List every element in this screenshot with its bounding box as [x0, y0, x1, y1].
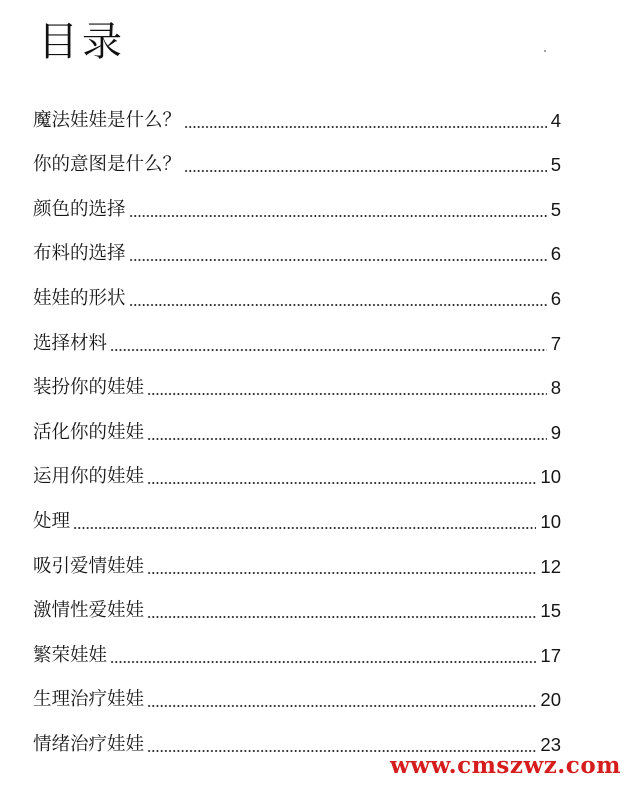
toc-entry[interactable]: [33, 272, 561, 317]
toc-entry[interactable]: [33, 362, 561, 407]
toc-entry-title: 生理治疗娃娃: [33, 689, 145, 711]
toc-entry-title: 颜色的选择: [33, 198, 126, 220]
toc-entry-page: 6: [550, 243, 561, 265]
toc-entry[interactable]: [33, 674, 561, 719]
dot-leader: [147, 572, 536, 574]
dot-leader: [110, 661, 536, 663]
toc-entry[interactable]: [33, 629, 561, 674]
toc-entry[interactable]: [33, 406, 561, 451]
dot-leader: [184, 170, 547, 172]
toc-entry[interactable]: [33, 451, 561, 496]
toc-entry-title: 吸引爱情娃娃: [33, 555, 145, 577]
toc-entry-page: 20: [540, 689, 561, 711]
dot-leader: [73, 527, 536, 529]
toc-entry-page: 12: [540, 555, 561, 577]
toc-entry-title: 活化你的娃娃: [33, 421, 145, 443]
dot-leader: [147, 438, 547, 440]
toc-entry-page: 9: [550, 421, 561, 443]
table-of-contents: [33, 94, 561, 763]
toc-entry[interactable]: [33, 495, 561, 540]
dot-leader: [129, 215, 547, 217]
toc-entry-page: 7: [550, 332, 561, 354]
toc-entry-page: 4: [550, 109, 561, 131]
toc-entry[interactable]: [33, 317, 561, 362]
toc-entry[interactable]: [33, 585, 561, 630]
toc-entry-title: 选择材料: [33, 332, 108, 354]
toc-entry-page: 8: [550, 377, 561, 399]
toc-entry[interactable]: [33, 94, 561, 139]
toc-entry-title: 激情性爱娃娃: [33, 600, 145, 622]
dot-leader: [184, 126, 547, 128]
toc-entry-page: 10: [540, 510, 561, 532]
toc-entry-page: 10: [540, 466, 561, 488]
dot-leader: [147, 616, 536, 618]
toc-entry-page: 23: [540, 733, 561, 755]
toc-entry-title: 魔法娃娃是什么？: [33, 109, 182, 131]
toc-entry[interactable]: [33, 540, 561, 585]
toc-entry-title: 装扮你的娃娃: [33, 377, 145, 399]
toc-entry-page: 5: [550, 198, 561, 220]
toc-entry-page: 17: [540, 644, 561, 666]
toc-entry-page: 6: [550, 287, 561, 309]
toc-entry-title: 布料的选择: [33, 243, 126, 265]
watermark-url: www.cmszwz.com: [390, 752, 621, 779]
dot-leader: [147, 393, 547, 395]
dot-leader: [147, 482, 536, 484]
toc-entry-page: 15: [540, 600, 561, 622]
page-title: 目录: [38, 19, 126, 65]
toc-entry-title: 繁荣娃娃: [33, 644, 108, 666]
toc-entry-title: 你的意图是什么？: [33, 154, 182, 176]
toc-entry-title: 娃娃的形状: [33, 287, 126, 309]
toc-entry[interactable]: [33, 183, 561, 228]
toc-entry-title: 情绪治疗娃娃: [33, 733, 145, 755]
dot-leader: [147, 705, 536, 707]
toc-entry-page: 5: [550, 154, 561, 176]
toc-entry[interactable]: [33, 139, 561, 184]
dot-leader: [110, 349, 547, 351]
toc-entry[interactable]: [33, 228, 561, 273]
dot-leader: [129, 304, 547, 306]
scan-speck: [544, 50, 546, 52]
dot-leader: [129, 259, 547, 261]
toc-entry-title: 处理: [33, 510, 71, 532]
toc-entry-title: 运用你的娃娃: [33, 466, 145, 488]
